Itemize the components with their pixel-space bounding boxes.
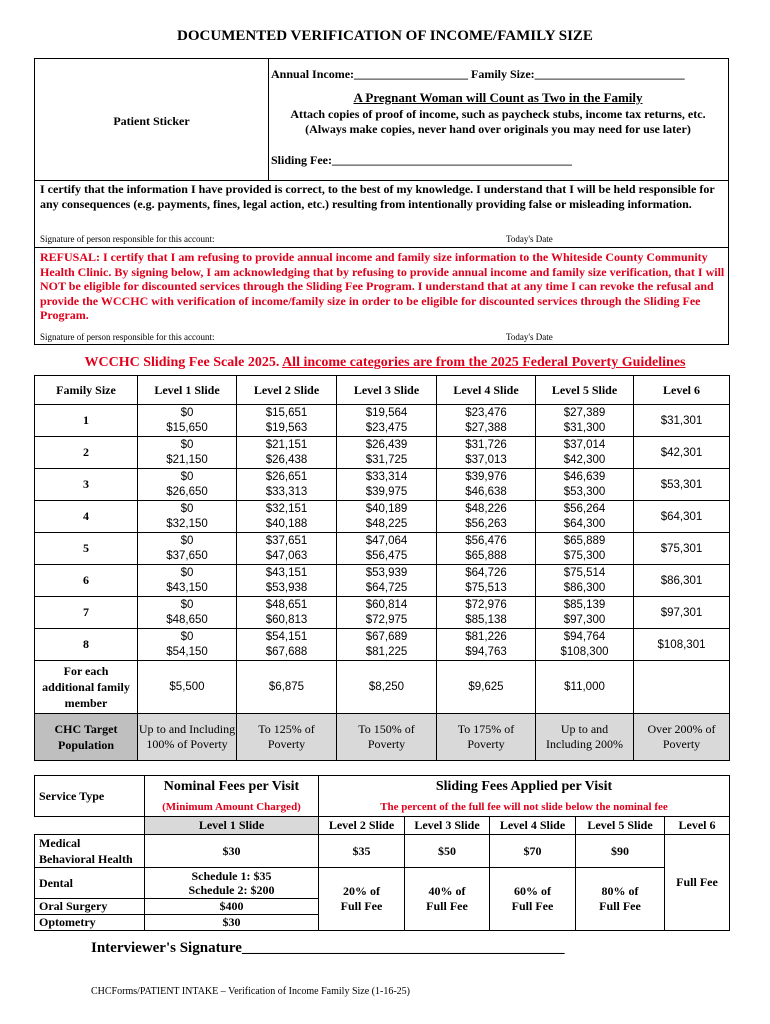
range-low: $67,689 bbox=[365, 630, 408, 643]
family-size-row bbox=[35, 629, 730, 661]
range-high: $56,475 bbox=[365, 549, 408, 562]
fee-level-1: Level 1 Slide bbox=[145, 817, 319, 835]
family-size-cell: 5 bbox=[35, 533, 138, 565]
range-low: $56,476 bbox=[465, 534, 507, 547]
medical-l4: $70 bbox=[490, 835, 576, 868]
medical-service bbox=[35, 835, 145, 868]
range-high: $94,763 bbox=[465, 645, 507, 658]
family-size-cell: 2 bbox=[35, 437, 138, 469]
family-size-row bbox=[35, 533, 730, 565]
income-range-l3 bbox=[337, 629, 437, 661]
income-range-l3 bbox=[337, 405, 437, 437]
income-level-6: $108,301 bbox=[634, 629, 730, 661]
income-range-l2 bbox=[237, 469, 337, 501]
sliding-fee-scale-table bbox=[34, 375, 730, 761]
nominal-subtitle: (Minimum Amount Charged) bbox=[145, 798, 319, 816]
range-high: $31,725 bbox=[365, 453, 408, 466]
range-high: $33,313 bbox=[265, 485, 308, 498]
attach-note-2: (Always make copies, never hand over originals you may need for use later) bbox=[305, 122, 691, 136]
sliding-title: Sliding Fees Applied per Visit bbox=[319, 776, 730, 799]
income-range-l1 bbox=[138, 469, 237, 501]
range-low: $43,151 bbox=[265, 566, 308, 579]
family-size-row bbox=[35, 565, 730, 597]
range-high: $54,150 bbox=[166, 645, 208, 658]
income-range-l2 bbox=[237, 565, 337, 597]
income-level-6: $53,301 bbox=[634, 469, 730, 501]
range-high: $43,150 bbox=[166, 581, 208, 594]
income-range-l4 bbox=[437, 437, 536, 469]
income-range-l2 bbox=[237, 629, 337, 661]
family-size-cell: 4 bbox=[35, 501, 138, 533]
income-range-l2 bbox=[237, 437, 337, 469]
range-high: $23,475 bbox=[365, 421, 408, 434]
range-high: $65,888 bbox=[465, 549, 507, 562]
behavioral-label: Behavioral Health bbox=[39, 852, 133, 866]
income-level-6: $97,301 bbox=[634, 597, 730, 629]
pregnant-note: A Pregnant Woman will Count as Two in the Family bbox=[353, 90, 643, 105]
range-low: $53,939 bbox=[365, 566, 408, 579]
refusal-signature-label[interactable]: Signature of person responsible for this account: bbox=[40, 332, 215, 342]
additional-l6 bbox=[634, 661, 730, 714]
income-range-l3 bbox=[337, 565, 437, 597]
range-low: $19,564 bbox=[365, 406, 408, 419]
oral-surgery-label: Oral Surgery bbox=[35, 899, 145, 915]
medical-l5: $90 bbox=[576, 835, 665, 868]
income-level-6: $31,301 bbox=[634, 405, 730, 437]
range-high: $64,725 bbox=[365, 581, 408, 594]
family-size-cell: 8 bbox=[35, 629, 138, 661]
range-low: $85,139 bbox=[563, 598, 606, 611]
nominal-title: Nominal Fees per Visit bbox=[145, 776, 319, 799]
target-population-row bbox=[35, 714, 730, 761]
family-size-cell: 1 bbox=[35, 405, 138, 437]
medical-row bbox=[35, 835, 730, 868]
range-high: $31,300 bbox=[563, 421, 606, 434]
range-low: $26,439 bbox=[365, 438, 408, 451]
column-header: Level 4 Slide bbox=[437, 376, 536, 405]
income-range-l4 bbox=[437, 597, 536, 629]
header-box bbox=[34, 58, 729, 181]
refusal-box bbox=[34, 247, 729, 345]
range-high: $72,975 bbox=[365, 613, 408, 626]
range-high: $53,938 bbox=[265, 581, 308, 594]
range-low: $0 bbox=[180, 502, 194, 515]
range-high: $40,188 bbox=[265, 517, 308, 530]
additional-member-label: For each additional family member bbox=[35, 661, 138, 714]
range-high: $15,650 bbox=[166, 421, 208, 434]
fees-title-row bbox=[35, 776, 730, 799]
medical-l3: $50 bbox=[405, 835, 490, 868]
income-range-l1 bbox=[138, 501, 237, 533]
range-high: $42,300 bbox=[563, 453, 606, 466]
range-high: $53,300 bbox=[563, 485, 606, 498]
income-range-l1 bbox=[138, 565, 237, 597]
additional-member-row bbox=[35, 661, 730, 714]
range-low: $65,889 bbox=[563, 534, 606, 547]
column-header: Family Size bbox=[35, 376, 138, 405]
income-range-l2 bbox=[237, 501, 337, 533]
blank-cell bbox=[35, 817, 145, 835]
fee-level-3: Level 3 Slide bbox=[405, 817, 490, 835]
range-low: $0 bbox=[180, 566, 194, 579]
scale-heading bbox=[0, 355, 770, 371]
dental-label: Dental bbox=[35, 868, 145, 899]
income-range-l4 bbox=[437, 501, 536, 533]
income-range-l1 bbox=[138, 437, 237, 469]
range-low: $39,976 bbox=[465, 470, 507, 483]
range-low: $0 bbox=[180, 598, 194, 611]
family-size-row bbox=[35, 469, 730, 501]
income-range-l2 bbox=[237, 405, 337, 437]
income-range-l3 bbox=[337, 437, 437, 469]
target-l5: Up to and Including 200% bbox=[536, 714, 634, 761]
optometry-l1: $30 bbox=[145, 915, 319, 931]
range-high: $46,638 bbox=[465, 485, 507, 498]
range-high: $60,813 bbox=[265, 613, 308, 626]
fee-level-2: Level 2 Slide bbox=[319, 817, 405, 835]
income-range-l4 bbox=[437, 469, 536, 501]
family-size-cell: 7 bbox=[35, 597, 138, 629]
income-range-l5 bbox=[536, 437, 634, 469]
range-high: $85,138 bbox=[465, 613, 507, 626]
income-range-l5 bbox=[536, 533, 634, 565]
family-size-row bbox=[35, 437, 730, 469]
range-low: $81,226 bbox=[465, 630, 507, 643]
range-low: $0 bbox=[180, 470, 194, 483]
range-low: $26,651 bbox=[265, 470, 308, 483]
range-high: $47,063 bbox=[265, 549, 308, 562]
income-level-6: $64,301 bbox=[634, 501, 730, 533]
pct-l4: 60% of Full Fee bbox=[490, 868, 576, 931]
income-level-6: $86,301 bbox=[634, 565, 730, 597]
range-high: $75,300 bbox=[563, 549, 606, 562]
range-low: $64,726 bbox=[465, 566, 507, 579]
range-high: $86,300 bbox=[563, 581, 606, 594]
family-size-row bbox=[35, 501, 730, 533]
range-high: $26,650 bbox=[166, 485, 208, 498]
range-low: $60,814 bbox=[365, 598, 408, 611]
income-range-l5 bbox=[536, 469, 634, 501]
column-header: Level 2 Slide bbox=[237, 376, 337, 405]
income-range-l5 bbox=[536, 405, 634, 437]
range-low: $48,651 bbox=[265, 598, 308, 611]
sliding-fee-field[interactable]: Sliding Fee:________________________________________ bbox=[271, 153, 573, 167]
additional-l3: $8,250 bbox=[337, 661, 437, 714]
scale-heading-guidelines: All income categories are from the 2025 Federal Poverty Guidelines bbox=[282, 355, 686, 370]
patient-sticker-area bbox=[35, 59, 269, 180]
dental-row bbox=[35, 868, 730, 899]
pct-l2: 20% of Full Fee bbox=[319, 868, 405, 931]
range-low: $48,226 bbox=[465, 502, 507, 515]
family-size-cell: 6 bbox=[35, 565, 138, 597]
medical-l1: $30 bbox=[145, 835, 319, 868]
income-range-l4 bbox=[437, 533, 536, 565]
range-high: $64,300 bbox=[563, 517, 606, 530]
range-low: $15,651 bbox=[265, 406, 308, 419]
income-range-l1 bbox=[138, 597, 237, 629]
range-low: $23,476 bbox=[465, 406, 507, 419]
range-low: $72,976 bbox=[465, 598, 507, 611]
income-range-l3 bbox=[337, 533, 437, 565]
interviewer-signature[interactable]: Interviewer's Signature___________________________________________ bbox=[91, 940, 565, 956]
range-low: $0 bbox=[180, 406, 194, 419]
range-low: $75,514 bbox=[563, 566, 606, 579]
range-low: $47,064 bbox=[365, 534, 408, 547]
target-l1: Up to and Including 100% of Poverty bbox=[138, 714, 237, 761]
fee-level-6: Level 6 bbox=[665, 817, 730, 835]
range-low: $31,726 bbox=[465, 438, 507, 451]
footer: CHCForms/PATIENT INTAKE – Verification of Income Family Size (1-16-25) bbox=[91, 986, 410, 997]
range-high: $56,263 bbox=[465, 517, 507, 530]
range-high: $108,300 bbox=[560, 645, 609, 658]
page-title: DOCUMENTED VERIFICATION OF INCOME/FAMILY SIZE bbox=[177, 28, 593, 44]
additional-l5: $11,000 bbox=[536, 661, 634, 714]
income-range-l3 bbox=[337, 597, 437, 629]
annual-income-field[interactable]: Annual Income:___________________ Family Size:_________________________ bbox=[271, 67, 685, 81]
additional-l1: $5,500 bbox=[138, 661, 237, 714]
income-range-l4 bbox=[437, 629, 536, 661]
fee-level-5: Level 5 Slide bbox=[576, 817, 665, 835]
sliding-subtitle: The percent of the full fee will not slide below the nominal fee bbox=[319, 798, 730, 816]
certify-date-label[interactable]: Today's Date bbox=[506, 234, 553, 244]
range-low: $37,651 bbox=[265, 534, 308, 547]
income-range-l1 bbox=[138, 629, 237, 661]
income-range-l4 bbox=[437, 405, 536, 437]
range-high: $75,513 bbox=[465, 581, 507, 594]
target-label: CHC Target Population bbox=[35, 714, 138, 761]
full-fee: Full Fee bbox=[665, 835, 730, 931]
certify-signature-label[interactable]: Signature of person responsible for this account: bbox=[40, 234, 215, 244]
range-high: $39,975 bbox=[365, 485, 408, 498]
range-high: $27,388 bbox=[465, 421, 507, 434]
medical-label: Medical bbox=[39, 836, 81, 850]
range-high: $21,150 bbox=[166, 453, 208, 466]
pct-l5: 80% of Full Fee bbox=[576, 868, 665, 931]
column-header: Level 6 bbox=[634, 376, 730, 405]
income-range-l5 bbox=[536, 629, 634, 661]
additional-l4: $9,625 bbox=[437, 661, 536, 714]
range-high: $81,225 bbox=[365, 645, 408, 658]
fees-table bbox=[34, 775, 730, 931]
income-range-l5 bbox=[536, 565, 634, 597]
range-high: $67,688 bbox=[265, 645, 308, 658]
range-high: $19,563 bbox=[265, 421, 308, 434]
range-low: $0 bbox=[180, 438, 194, 451]
additional-l2: $6,875 bbox=[237, 661, 337, 714]
target-l2: To 125% of Poverty bbox=[237, 714, 337, 761]
range-low: $27,389 bbox=[563, 406, 606, 419]
refusal-date-label[interactable]: Today's Date bbox=[506, 332, 553, 342]
oral-surgery-l1: $400 bbox=[145, 899, 319, 915]
range-low: $40,189 bbox=[365, 502, 408, 515]
range-low: $0 bbox=[180, 630, 194, 643]
range-low: $33,314 bbox=[365, 470, 408, 483]
income-level-6: $42,301 bbox=[634, 437, 730, 469]
income-range-l5 bbox=[536, 597, 634, 629]
family-size-cell: 3 bbox=[35, 469, 138, 501]
range-low: $37,014 bbox=[563, 438, 606, 451]
range-high: $37,650 bbox=[166, 549, 208, 562]
range-high: $97,300 bbox=[563, 613, 606, 626]
range-high: $26,438 bbox=[265, 453, 308, 466]
target-l6: Over 200% of Poverty bbox=[634, 714, 730, 761]
range-high: $37,013 bbox=[465, 453, 507, 466]
income-range-l2 bbox=[237, 533, 337, 565]
income-range-l3 bbox=[337, 501, 437, 533]
range-high: $48,225 bbox=[365, 517, 408, 530]
range-low: $0 bbox=[180, 534, 194, 547]
family-size-row bbox=[35, 405, 730, 437]
range-high: $48,650 bbox=[166, 613, 208, 626]
income-range-l5 bbox=[536, 501, 634, 533]
column-header: Level 5 Slide bbox=[536, 376, 634, 405]
range-high: $32,150 bbox=[166, 517, 208, 530]
table-header-row bbox=[35, 376, 730, 405]
refusal-text: REFUSAL: I certify that I am refusing to provide annual income and family size information to the Whiteside County Community Health Clinic. By signing below, I am acknowledging that by refusing to provide annual income and family size verification, that I will NOT be eligible for discounted services through the Sliding Fee Program. I understand that at any time I can revoke the refusal and provide the WCCHC with verification of income/family size in order to be eligible for discounted services through the Sliding Fee Program. bbox=[40, 250, 725, 323]
optometry-label: Optometry bbox=[35, 915, 145, 931]
range-low: $32,151 bbox=[265, 502, 308, 515]
certify-box bbox=[34, 180, 729, 248]
patient-sticker-label: Patient Sticker bbox=[113, 114, 190, 128]
fee-level-4: Level 4 Slide bbox=[490, 817, 576, 835]
pct-l3: 40% of Full Fee bbox=[405, 868, 490, 931]
service-type-header: Service Type bbox=[35, 776, 145, 817]
scale-heading-main: WCCHC Sliding Fee Scale 2025. bbox=[84, 355, 280, 370]
dental-l1: Schedule 1: $35 Schedule 2: $200 bbox=[145, 868, 319, 899]
income-range-l3 bbox=[337, 469, 437, 501]
range-low: $54,151 bbox=[265, 630, 308, 643]
income-range-l1 bbox=[138, 405, 237, 437]
certify-text: I certify that the information I have provided is correct, to the best of my knowledge. I understand that I will be held responsible for any consequences (e.g. payments, fines, legal action, etc.) resulting from intentionally providing false or misleading information. bbox=[40, 182, 715, 211]
family-size-row bbox=[35, 597, 730, 629]
range-low: $46,639 bbox=[563, 470, 606, 483]
range-low: $56,264 bbox=[563, 502, 606, 515]
range-low: $21,151 bbox=[265, 438, 308, 451]
income-range-l1 bbox=[138, 533, 237, 565]
medical-l2: $35 bbox=[319, 835, 405, 868]
target-l3: To 150% of Poverty bbox=[337, 714, 437, 761]
target-l4: To 175% of Poverty bbox=[437, 714, 536, 761]
range-low: $94,764 bbox=[563, 630, 606, 643]
income-range-l2 bbox=[237, 597, 337, 629]
attach-note-1: Attach copies of proof of income, such as paycheck stubs, income tax returns, etc. bbox=[290, 107, 706, 121]
income-level-6: $75,301 bbox=[634, 533, 730, 565]
column-header: Level 1 Slide bbox=[138, 376, 237, 405]
income-range-l4 bbox=[437, 565, 536, 597]
fees-level-row bbox=[35, 817, 730, 835]
column-header: Level 3 Slide bbox=[337, 376, 437, 405]
